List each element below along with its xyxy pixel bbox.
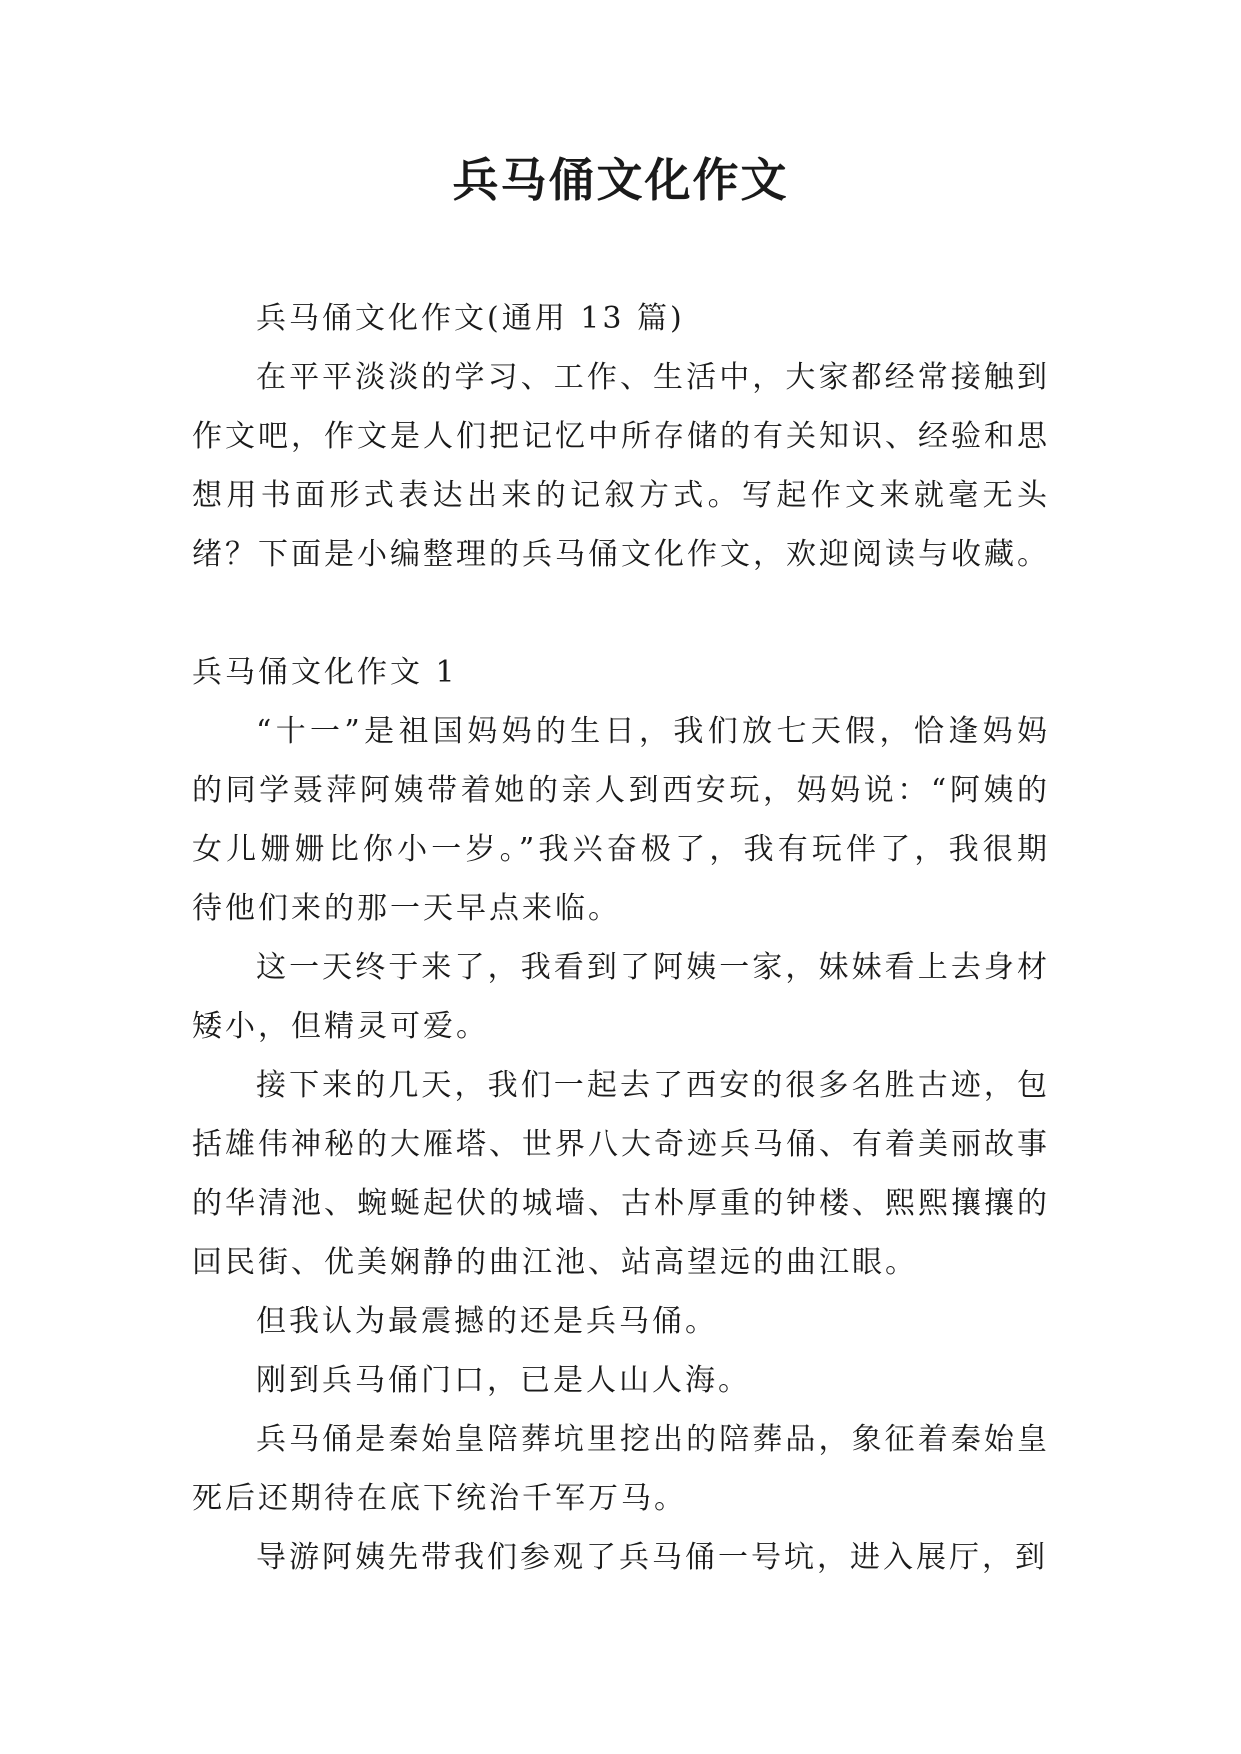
document-title: 兵马俑文化作文 — [452, 153, 789, 207]
intro-paragraph: 在平平淡淡的学习、工作、生活中，大家都经常接触到作文吧，作文是人们把记忆中所存储的有关知识、经验和思想用书面形式表达出来的记叙方式。写起作文来就毫无头绪？下面是小编整理的兵马俑文化作文，欢迎阅读与收藏。 — [192, 360, 1050, 572]
document-subtitle: 兵马俑文化作文(通用 13 篇) — [256, 301, 685, 336]
essay-paragraph-2: 这一天终于来了，我看到了阿姨一家，妹妹看上去身材矮小，但精灵可爱。 — [192, 950, 1050, 1044]
essay-paragraph-6: 兵马俑是秦始皇陪葬坑里挖出的陪葬品，象征着秦始皇死后还期待在底下统治千军万马。 — [192, 1422, 1050, 1516]
section-heading: 兵马俑文化作文 1 — [192, 655, 458, 690]
essay-paragraph-3: 接下来的几天，我们一起去了西安的很多名胜古迹，包括雄伟神秘的大雁塔、世界八大奇迹兵马俑、有着美丽故事的华清池、蜿蜒起伏的城墙、古朴厚重的钟楼、熙熙攘攘的回民街、优美娴静的曲江池、站高望远的曲江眼。 — [192, 1068, 1050, 1280]
essay-paragraph-4: 但我认为最震撼的还是兵马俑。 — [256, 1304, 718, 1339]
blank-line — [192, 584, 1050, 643]
essay-paragraph-5: 刚到兵马俑门口，已是人山人海。 — [256, 1363, 751, 1398]
essay-paragraph-1: “十一”是祖国妈妈的生日，我们放七天假，恰逢妈妈的同学聂萍阿姨带着她的亲人到西安玩，妈妈说：“阿姨的女儿姗姗比你小一岁。”我兴奋极了，我有玩伴了，我很期待他们来的那一天早点来临。 — [192, 714, 1050, 926]
document-body — [192, 289, 1050, 1587]
essay-paragraph-7: 导游阿姨先带我们参观了兵马俑一号坑，进入展厅，到 — [256, 1540, 1048, 1575]
